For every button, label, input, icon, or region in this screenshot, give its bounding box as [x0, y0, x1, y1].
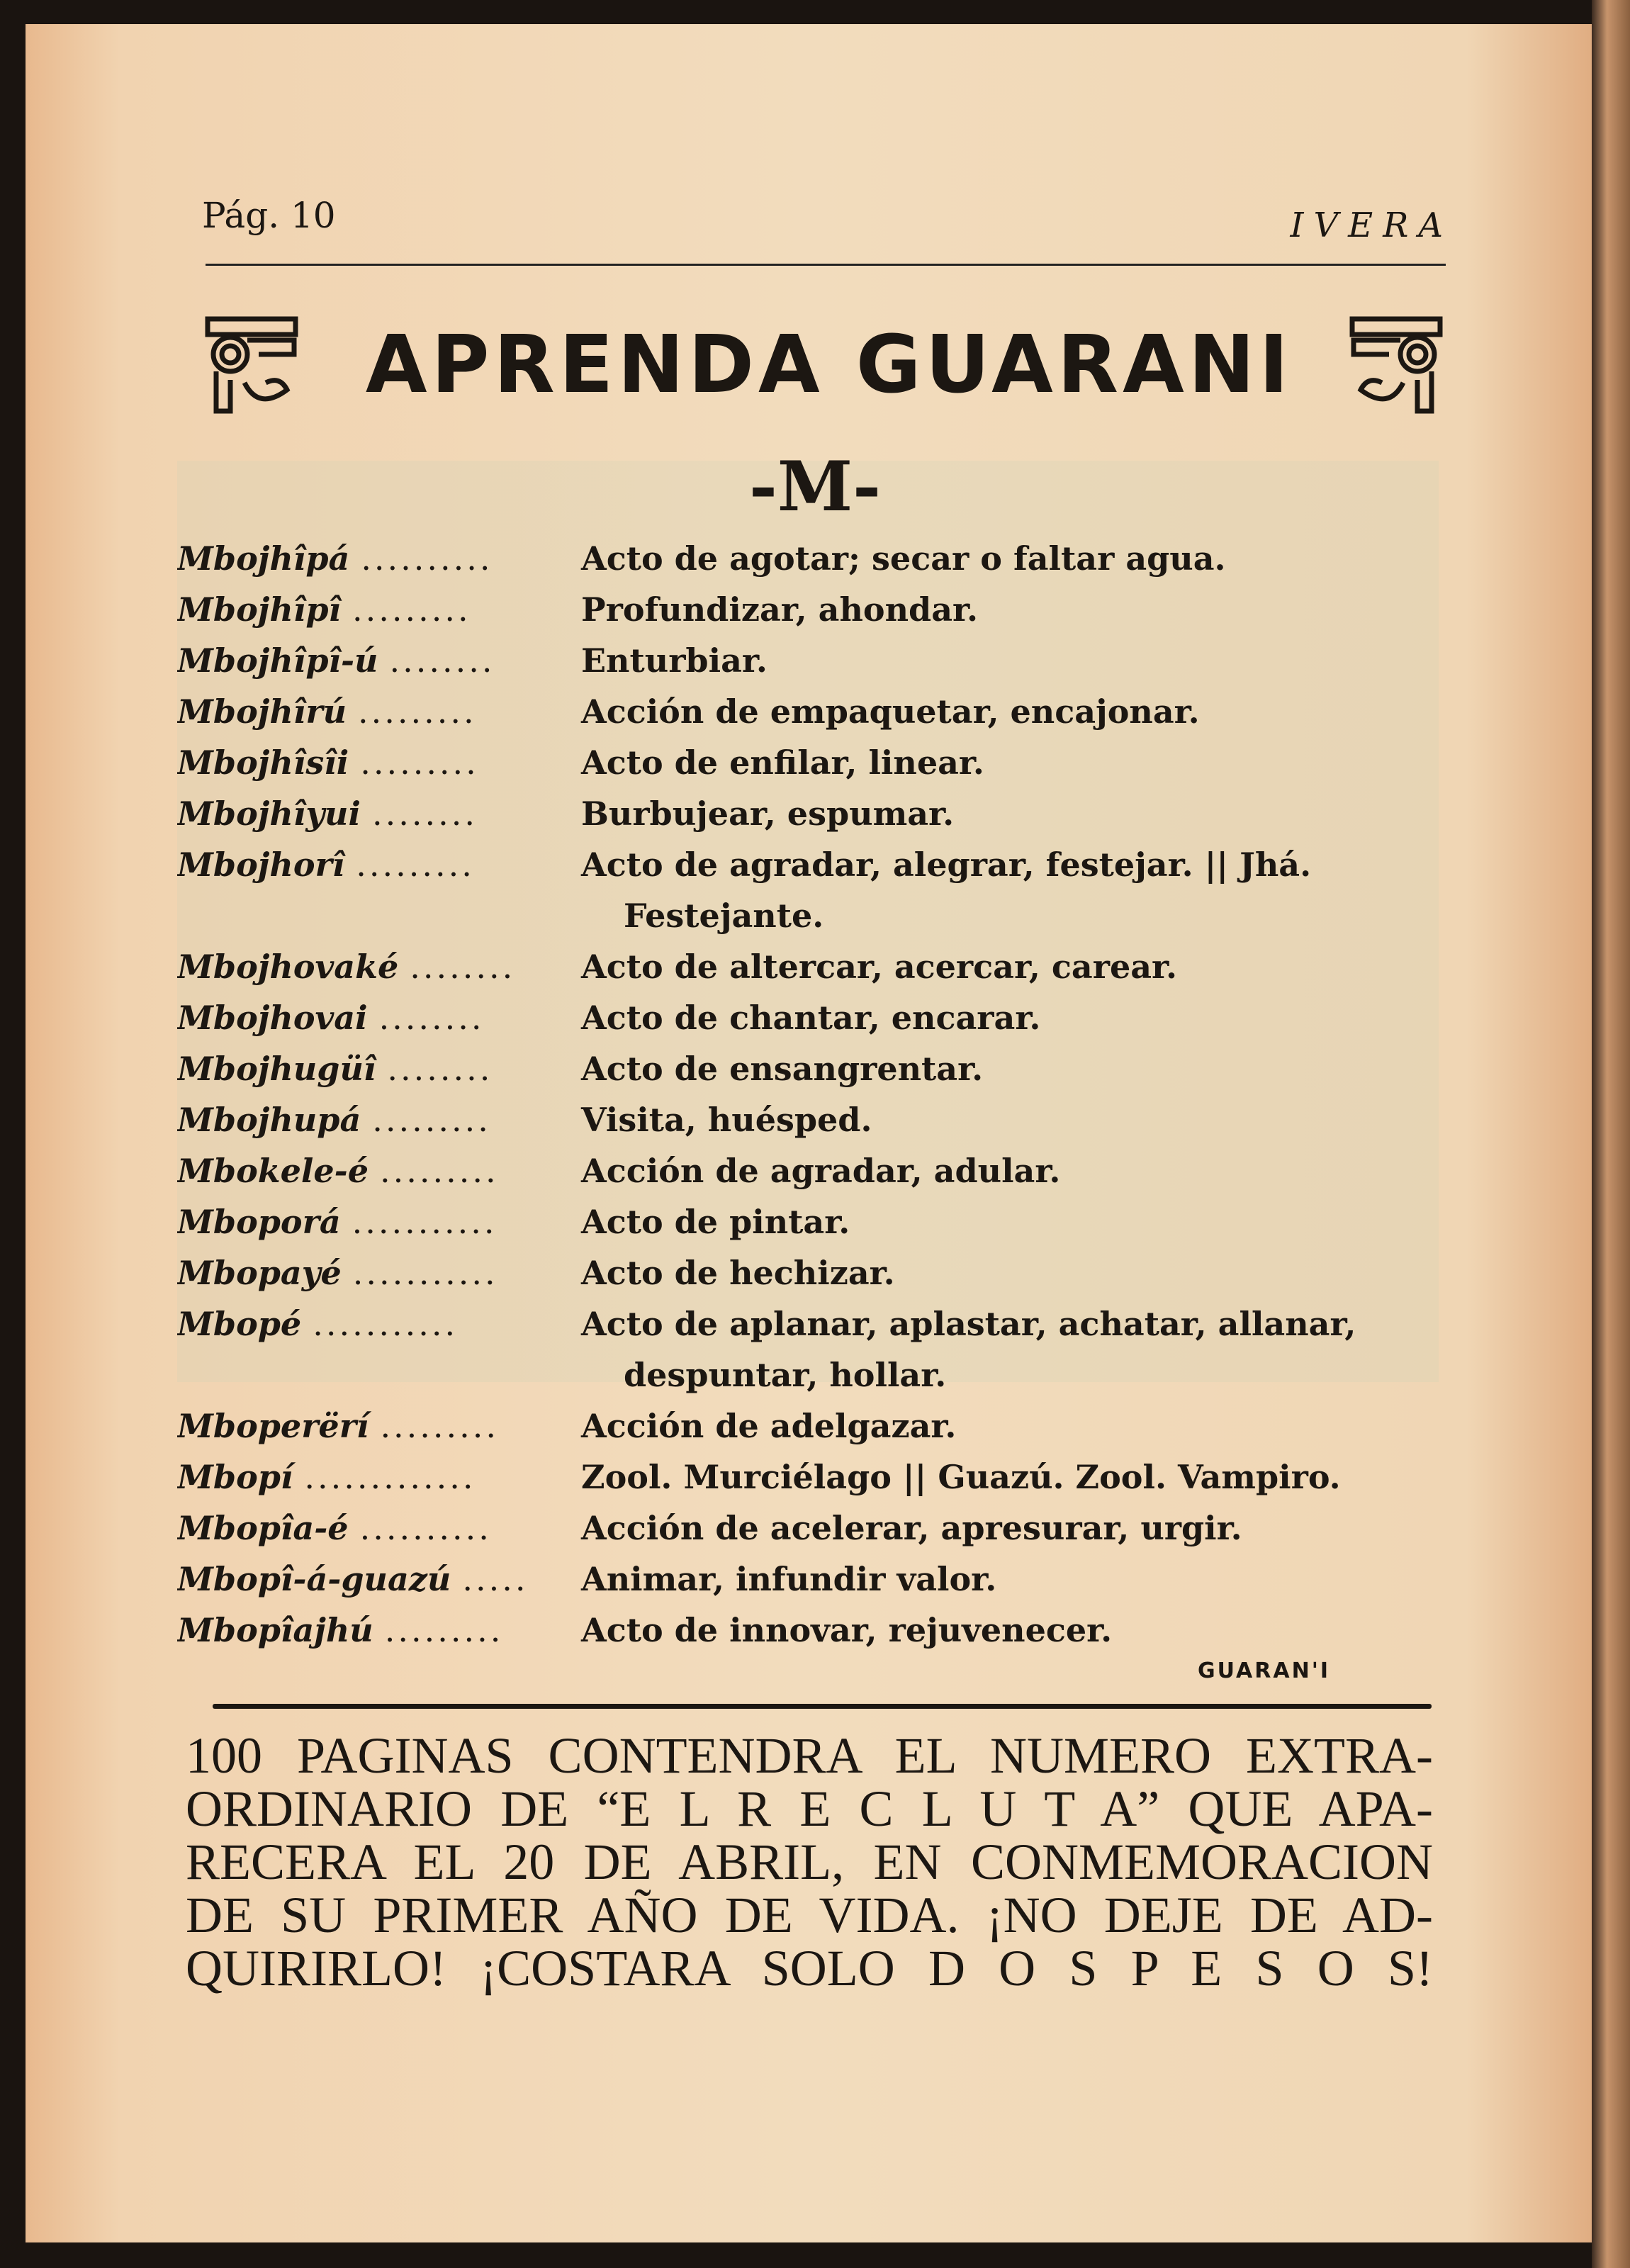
entry-definition: Acto de ensangrentar. [581, 1050, 984, 1088]
glossary-list [177, 533, 1453, 1656]
entry-definition: Visita, huésped. [581, 1101, 872, 1139]
term-text: Mbojhîrú [177, 692, 347, 731]
entry-term [177, 1503, 581, 1554]
term-text: Mbojhîpá [177, 539, 350, 578]
leader-dots: ......... [380, 1407, 500, 1445]
term-text: Mbopî-á-guazú [177, 1560, 451, 1598]
term-text: Mbojhorî [177, 846, 345, 884]
ad-line: RECERA EL 20 DE ABRIL, EN CONMEMORACION [186, 1834, 1433, 1890]
glossary-entry [177, 686, 1453, 737]
entry-term [177, 1094, 581, 1145]
entry-definition: Acto de hechizar. [581, 1254, 895, 1292]
entry-term [177, 1298, 581, 1349]
page-number: Pág. 10 [202, 195, 336, 236]
leader-dots: ........ [389, 641, 495, 680]
glossary-entry [177, 1298, 1453, 1349]
ornament-left-icon [202, 312, 301, 418]
glossary-entry [177, 1043, 1453, 1094]
advertisement [186, 1729, 1433, 1995]
term-text: Mbojhugüî [177, 1050, 376, 1088]
leader-dots: ........ [378, 999, 485, 1037]
entry-term [177, 584, 581, 635]
glossary-entry [177, 1196, 1453, 1247]
leader-dots: ......... [356, 846, 475, 884]
page-title: APRENDA GUARANI [365, 319, 1293, 411]
entry-definition: Acción de agradar, adular. [581, 1152, 1061, 1190]
entry-term [177, 941, 581, 992]
entry-definition: Acto de enfilar, linear. [581, 743, 984, 782]
entry-definition: Acto de altercar, acercar, carear. [581, 948, 1178, 986]
glossary-entry [177, 788, 1453, 839]
entry-definition: Acción de empaquetar, encajonar. [581, 692, 1200, 731]
header-rule [206, 264, 1446, 266]
term-text: Mbopí [177, 1458, 293, 1496]
entry-definition: Acto de chantar, encarar. [581, 999, 1041, 1037]
glossary-entry [177, 1452, 1453, 1503]
section-letter: -M- [749, 447, 881, 527]
entry-term [177, 533, 581, 584]
term-text: Mbopé [177, 1305, 302, 1343]
glossary-entry [177, 992, 1453, 1043]
entry-definition: Acto de agradar, alegrar, festejar. || Jhá. [581, 846, 1312, 884]
entry-term [177, 788, 581, 839]
entry-definition: Enturbiar. [581, 641, 768, 680]
entry-definition: Acto de aplanar, aplastar, achatar, allanar, [581, 1305, 1356, 1343]
glossary-entry [177, 635, 1453, 686]
entry-definition: Acción de adelgazar. [581, 1407, 957, 1445]
entry-definition: Acto de agotar; secar o faltar agua. [581, 539, 1226, 578]
entry-term [177, 686, 581, 737]
entry-term [177, 1605, 581, 1656]
entry-term [177, 1145, 581, 1196]
leader-dots: ......... [372, 1101, 491, 1139]
leader-dots: ......... [352, 590, 471, 629]
leader-dots: ......... [358, 692, 477, 731]
leader-dots: ......... [380, 1152, 499, 1190]
ad-line: QUIRIRLO! ¡COSTARA SOLO D O S P E S O S! [186, 1940, 1433, 1997]
entry-definition: Animar, infundir valor. [581, 1560, 997, 1598]
entry-term [177, 1196, 581, 1247]
term-text: Mboperërí [177, 1407, 369, 1445]
entry-definition-continued: Festejante. [624, 897, 824, 935]
leader-dots: ........... [352, 1254, 498, 1292]
term-text: Mbojhovaké [177, 948, 399, 986]
ad-line: ORDINARIO DE “E L R E C L U T A” QUE APA- [186, 1780, 1433, 1837]
glossary-entry [177, 1503, 1453, 1554]
term-text: Mbopîajhú [177, 1611, 373, 1649]
leader-dots: ......... [384, 1611, 504, 1649]
page-edge [1592, 0, 1630, 2268]
term-text: Mbojhîyui [177, 795, 361, 833]
ad-line: DE SU PRIMER AÑO DE VIDA. ¡NO DEJE DE AD- [186, 1887, 1433, 1943]
entry-term [177, 737, 581, 788]
glossary-entry [177, 533, 1453, 584]
entry-term [177, 839, 581, 890]
entry-definition: Profundizar, ahondar. [581, 590, 979, 629]
term-text: Mbokele-é [177, 1152, 369, 1190]
entry-definition: Acto de innovar, rejuvenecer. [581, 1611, 1113, 1649]
glossary-entry-continuation [177, 890, 1453, 941]
glossary-entry [177, 737, 1453, 788]
glossary-entry-continuation [177, 1349, 1453, 1400]
divider-rule [213, 1704, 1432, 1709]
leader-dots: ........ [387, 1050, 493, 1088]
term-text: Mbopîa-é [177, 1509, 349, 1547]
glossary-entry [177, 1145, 1453, 1196]
entry-term [177, 1400, 581, 1452]
entry-term [177, 1043, 581, 1094]
leader-dots: ..... [462, 1560, 529, 1598]
glossary-entry [177, 941, 1453, 992]
term-text: Mboporá [177, 1203, 341, 1241]
entry-definition: Zool. Murciélago || Guazú. Zool. Vampiro. [581, 1458, 1341, 1496]
entry-definition: Burbujear, espumar. [581, 795, 955, 833]
term-text: Mbojhupá [177, 1101, 361, 1139]
ad-line: 100 PAGINAS CONTENDRA EL NUMERO EXTRA- [186, 1727, 1433, 1784]
entry-term [177, 992, 581, 1043]
entry-definition: Acción de acelerar, apresurar, urgir. [581, 1509, 1242, 1547]
magazine-name: IVERA [1290, 206, 1453, 245]
glossary-entry [177, 1605, 1453, 1656]
leader-dots: ........... [313, 1305, 459, 1343]
ornament-right-icon [1347, 312, 1446, 418]
entry-definition-continued: despuntar, hollar. [624, 1356, 947, 1394]
glossary-entry [177, 1554, 1453, 1605]
entry-term [177, 1247, 581, 1298]
glossary-entry [177, 584, 1453, 635]
entry-definition: Acto de pintar. [581, 1203, 850, 1241]
leader-dots: .......... [359, 1509, 492, 1547]
leader-dots: ............. [304, 1458, 476, 1496]
term-text: Mbojhîpî-ú [177, 641, 378, 680]
term-text: Mbojhîpî [177, 590, 341, 629]
glossary-entry [177, 1400, 1453, 1452]
leader-dots: ........ [372, 795, 478, 833]
term-text: Mbojhîsîi [177, 743, 349, 782]
entry-term [177, 635, 581, 686]
entry-term [177, 1554, 581, 1605]
glossary-entry [177, 839, 1453, 890]
term-text: Mbojhovai [177, 999, 368, 1037]
author-signature: GUARAN'I [1198, 1658, 1331, 1683]
leader-dots: ......... [360, 743, 479, 782]
leader-dots: ........... [352, 1203, 498, 1241]
glossary-entry [177, 1094, 1453, 1145]
glossary-entry [177, 1247, 1453, 1298]
term-text: Mbopayé [177, 1254, 342, 1292]
entry-term [177, 1452, 581, 1503]
leader-dots: ........ [410, 948, 516, 986]
leader-dots: .......... [361, 539, 493, 578]
